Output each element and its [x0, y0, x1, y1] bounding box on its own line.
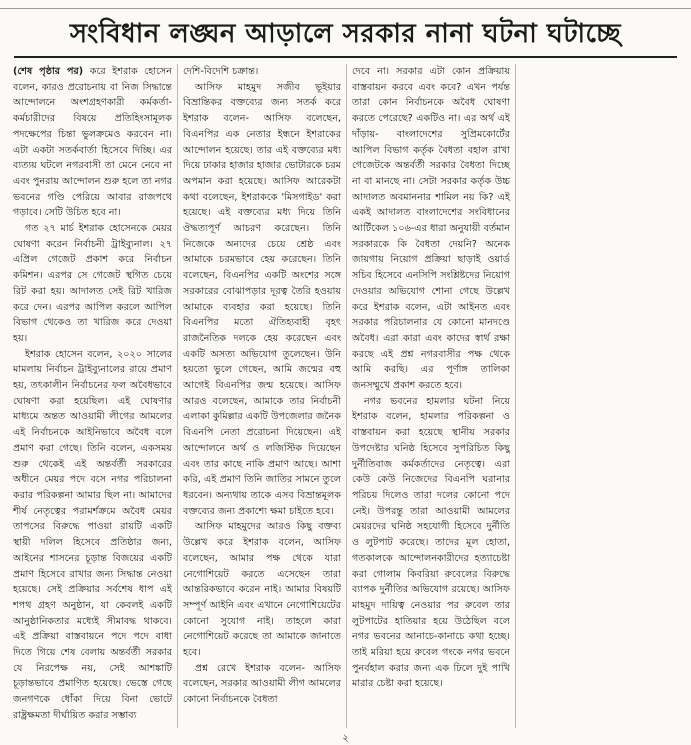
article-paragraph: দেবে না। সরকার এটা কোন প্রক্রিয়ায় বাস্তবায়ন করবে এবং কবে? এখন পর্যন্ত তারা কোন নির্বাচনকে অবৈধ ঘোষণা করতে পেরেছে? একটিও না। এর অর্থ এই দাঁড়ায়- বাংলাদেশের সুপ্রিমকোর্টের আপিল বিভাগ কর্তৃক বৈধতা বহাল রাখা গেজেটকে অন্তর্বর্তী সরকার বৈধতা দিচ্ছে না বা মানছে না। সেটা সরকার কর্তৃক উচ্চ আদালত অবমাননার শামিল নয় কি? এই একই আদালত বাংলাদেশের সংবিধানের আর্টিকেল ১০৬-এর ধারা অনুযায়ী বর্তমান সরকারকে কি বৈধতা দেয়নি? অনেক জায়গায় নিয়োগ প্রক্রিয়া ছাড়াই ওয়ার্ড সচিব হিসেবে এনসিপি সংশ্লিষ্টদের নিয়োগ দেওয়ার অভিযোগ শোনা গেছে উল্লেখ করে ইশরাক বলেন, এটা আইনত এবং সরকার পরিচালনার যে কোনো মানদণ্ডে অবৈধ। এরা কারা এবং কাদের স্বার্থ রক্ষা করছে এই প্রশ্ন নগরবাসীর পক্ষ থেকে আমি করছি। এর পূর্ণাঙ্গ তালিকা জনসম্মুখে প্রকাশ করতে হবে। — [352, 66, 510, 392]
article-column-3 — [346, 64, 515, 728]
continuation-lead: (শেষ পৃষ্ঠার পর) — [13, 66, 84, 77]
article-body — [8, 64, 684, 728]
article-paragraph: আসিফ মাহমুদের আরও কিছু বক্তব্য উল্লেখ করে ইশরাক বলেন, আসিফ বলেছেন, আমার পক্ষ থেকে যারা নেগোশিয়েট করতে এসেছেন তারা আন্তরিকভাবে করেন নাই। আমার বিষয়টি সম্পূর্ণ আইনি এবং এখানে নেগোশিয়েটের কোনো সুযোগ নাই। তাহলে কারা নেগোশিয়েট করেছে তা আমাকে জানাতে হবে। — [183, 521, 341, 659]
headline: সংবিধান লঙ্ঘন আড়ালে সরকার নানা ঘটনা ঘটাচ্ছে — [14, 12, 677, 58]
article-paragraph: গত ২৭ মার্চ ইশরাক হোসেনকে মেয়র ঘোষণা করেন নির্বাচনী ট্রাইব্যুনাল। ২৭ এপ্রিল গেজেট প্রকাশ করে নির্বাচন কমিশন। এরপর সে গেজেট স্থগিত চেয়ে রিট করা হয়। আদালত সেই রিট খারিজ করে দেন। এরপর আপিল করলে আপিল বিভাগ থেকেও তা খারিজ করে দেওয়া হয়। — [13, 223, 172, 344]
previous-article-edge — [0, 0, 691, 9]
paragraph-text: করে ইশরাক হোসেন বলেন, কারও প্ররোচনায় বা নিজ সিদ্ধান্তে আন্দোলনে অংশগ্রহণকারী কর্মকর্তা-কর্মচারীদের বিষয়ে প্রতিহিংসামূলক পদক্ষেপের চিন্তা ভুলক্রমেও করবেন না। এটা একটা সতর্কবার্তা হিসেবে দিচ্ছি। এর ব্যত্যয় ঘটলে নগরবাসী তা মেনে নেবে না এবং পুনরায় আন্দোলন শুরু হলে তা নগর ভবনের গণ্ডি পেরিয়ে আবার রাজপথে গড়াবে। সেটি উচিত হবে না। — [13, 66, 172, 219]
article-paragraph: নগর ভবনের হামলার ঘটনা নিয়ে ইশরাক বলেন, হামলার পরিকল্পনা ও বাস্তবায়ন করা হয়েছে স্থানীয় সরকার উপদেষ্টার ঘনিষ্ঠ হিসেবে সুপরিচিত কিছু দুর্নীতিবাজ কর্মকর্তাদের নেতৃত্বে। এরা কেউ কেউ নিজেদের বিএনপি ঘরানার পরিচয় দিলেও তারা দলের কোনো পদে নেই। উপরন্তু তারা আওয়ামী আমলের মেয়রদের ঘনিষ্ঠ সহযোগী হিসেবে দুর্নীতি ও লুটপাট করেছে। তাদের মূল হোতা, গতকালকে আন্দোলনকারীদের হত্যাচেষ্টা করা গোলাম কিবরিয়া রুবেলের বিরুদ্ধে ব্যাপক দুর্নীতির অভিযোগ রয়েছে। আসিফ মাহমুদ দায়িত্ব নেওয়ার পর রুবেল তার লুটপাটের হাতিয়ার হয়ে উঠেছিল বলে নগর ভবনের আনাচে-কানাচে কথা হচ্ছে। তাই মরিয়া হয়ে রুবেল গংকে নগর ভবনে পুনর্বহাল করার জন্য এক ঢিলে দুই পাখি মারার চেষ্টা করা হয়েছে। — [352, 395, 510, 690]
article-column-1 — [8, 64, 177, 728]
article-paragraph: ইশরাক হোসেন বলেন, ২০২০ সালের মামলায় নির্বাচন ট্রাইব্যুনালের রায়ে প্রমাণ হয়, তৎকালীন নির্বাচনের ফল অবৈধভাবে ঘোষণা করা হয়েছিল। এই ঘোষণার মাধ্যমে অন্তত আওয়ামী লীগের আমলের এই নির্বাচনকে আইনিভাবে অবৈধ বলে প্রমাণ করা গেছে। তিনি বলেন, একসময় শুরু থেকেই এই অন্তর্বর্তী সরকারের অধীনে মেয়র পদে বসে নগর পরিচালনা করার পরিকল্পনা আমার ছিল না। আমাদের শীর্ষ নেতৃত্বের পরামর্শক্রমে অবৈধ মেয়র তাপসের বিরুদ্ধে পাওয়া রায়টি একটি স্থায়ী দলিল হিসেবে প্রতিষ্ঠার জন্য, আইনের শাসনের চূড়ান্ত বিজয়ের একটি প্রমাণ হিসেবে রাখার জন্য সিদ্ধান্ত নেওয়া হয়েছে। সেই প্রক্রিয়ার সর্বশেষ ধাপ এই শপথ গ্রহণ অনুষ্ঠান, যা কেবলই একটি আনুষ্ঠানিকতার মধ্যেই সীমাবদ্ধ থাকবে। এই প্রক্রিয়া বাস্তবায়নে পদে পদে বাধা দিতে গিয়ে শেষ বেলায় অন্তর্বর্তী সরকার যে নিরপেক্ষ নয়, সেই আশঙ্কাটি চূড়ান্তভাবে প্রমাণিত হয়েছে। ভেস্তে গেছে জনগণকে ধোঁকা দিয়ে বিনা ভোটে রাষ্ট্রক্ষমতা দীর্ঘায়িত করার সম্ভাব্য — [13, 348, 172, 721]
article-paragraph: প্রশ্ন রেখে ইশরাক বলেন- আসিফ বলেছেন, সরকার আওয়ামী লীগ আমলের কোনো নির্বাচনকে বৈধতা — [183, 662, 341, 706]
page-number: ২ — [342, 733, 349, 744]
article-paragraph: আসিফ মাহমুদ সজীব ভূইয়ার বিভ্রান্তিকর বক্তব্যের জন্য সতর্ক করে ইশরাক বলেন- আসিফ বলেছেন, বিএনপির এক নেতার ইন্ধনে ইশরাকের আন্দোলন হয়েছে। তার এই বক্তব্যের মধ্য দিয়ে ঢাকার হাজার হাজার ভোটারকে চরম অপমান করা হয়েছে। আসিফ আরেকটা কথা বলেছেন, ইশরাককে 'মিসগাইড' করা হয়েছে। এই বক্তব্যের মধ্য দিয়ে তিনি ঔদ্ধত্যপূর্ণ আচরণ করেছেন। তিনি নিজেকে অন্যদের চেয়ে শ্রেষ্ঠ এবং আমাকে চরমভাবে হেয় করেছেন। তিনি বলেছেন, বিএনপির একটি অংশের সঙ্গে সরকারের বোঝাপড়ার দূরত্ব তৈরি হওয়ায় আমাকে ব্যবহার করা হয়েছে। তিনি বিএনপির মতো ঐতিহ্যবাহী বৃহৎ রাজনৈতিক দলকে হেয় করেছেন এবং একটি অসত্য অভিযোগ তুলেছেন। উনি হয়তো ভুলে গেছেন, আমি জন্মের বহু আগেই বিএনপির জন্ম হয়েছে। আসিফ আরও বলেছেন, আমাকে তার নির্বাচনী এলাকা কুমিল্লার একটি উপজেলার জনৈক বিএনপি নেতা প্ররোচনা দিয়েছেন। এই আন্দোলনে অর্থ ও লজিস্টিক দিয়েছেন এবং তার কাছে নাকি প্রমাণ আছে। আশা করি, এই প্রমাণ তিনি জাতির সামনে তুলে ধরবেন। অন্যথায় তাকে এসব বিভ্রান্তমূলক বক্তব্যের জন্য প্রকাশ্যে ক্ষমা চাইতে হবে। — [183, 81, 341, 517]
article-column-2 — [177, 64, 346, 728]
article-column-4 — [515, 64, 684, 728]
article-paragraph: দেশি-বিদেশি চক্রান্ত। — [183, 66, 259, 77]
article-paragraph — [13, 64, 172, 221]
